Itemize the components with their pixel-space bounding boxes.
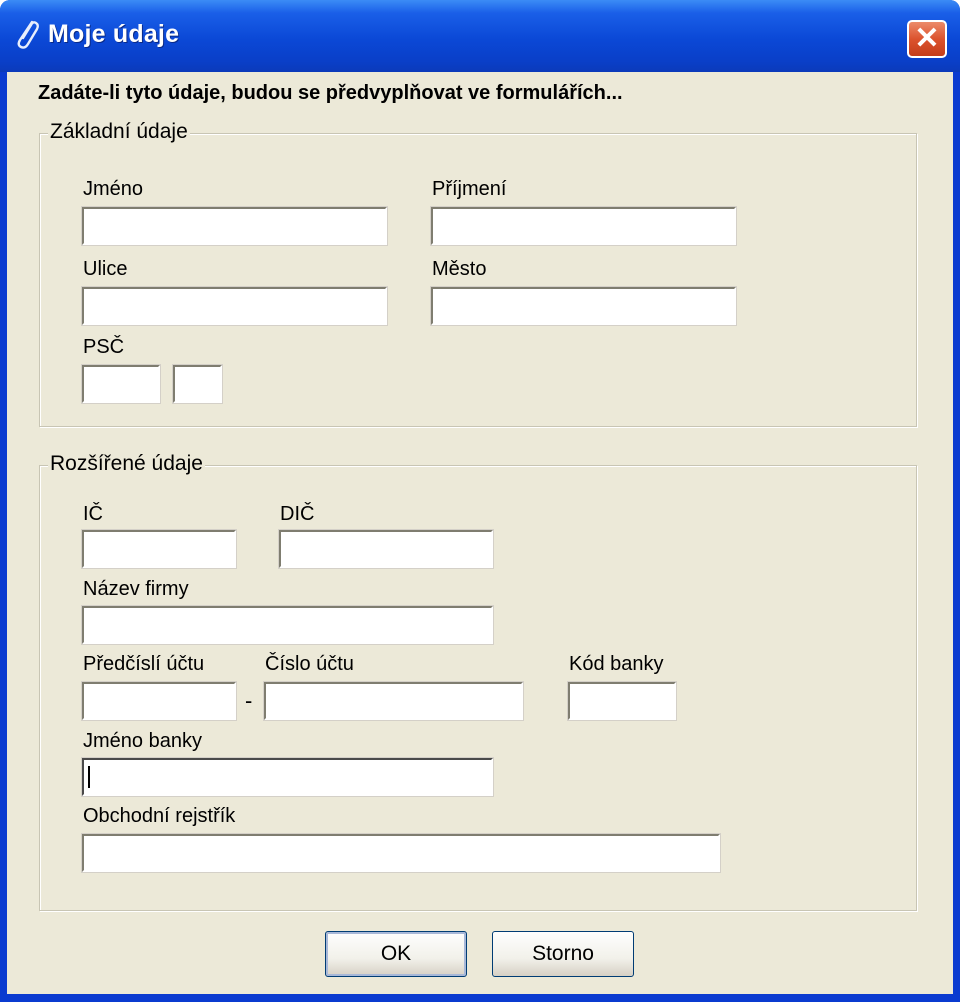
commercial-register-field[interactable] bbox=[82, 834, 720, 872]
zip-field-part2[interactable] bbox=[173, 365, 222, 403]
close-button[interactable]: ✕ bbox=[907, 20, 947, 58]
account-number-field[interactable] bbox=[264, 682, 523, 720]
zip-label: PSČ bbox=[83, 336, 125, 358]
window-title: Moje údaje bbox=[48, 20, 180, 48]
street-field[interactable] bbox=[82, 287, 387, 325]
bank-code-field[interactable] bbox=[568, 682, 676, 720]
dic-label: DIČ bbox=[280, 503, 315, 525]
cancel-button[interactable]: Storno bbox=[492, 931, 634, 977]
commercial-register-label: Obchodní rejstřík bbox=[83, 805, 236, 827]
first-name-field[interactable] bbox=[82, 207, 387, 245]
last-name-field[interactable] bbox=[431, 207, 736, 245]
bank-name-field[interactable] bbox=[82, 758, 493, 796]
account-prefix-field[interactable] bbox=[82, 682, 236, 720]
city-label: Město bbox=[432, 258, 487, 280]
street-label: Ulice bbox=[83, 258, 128, 280]
city-field[interactable] bbox=[431, 287, 736, 325]
bank-name-label: Jméno banky bbox=[83, 730, 202, 752]
text-caret bbox=[88, 766, 90, 788]
window-frame-bottom bbox=[0, 994, 960, 1002]
account-number-label: Číslo účtu bbox=[265, 653, 354, 675]
first-name-label: Jméno bbox=[83, 178, 144, 200]
extended-info-legend: Rozšířené údaje bbox=[50, 452, 203, 475]
zip-field-part1[interactable] bbox=[82, 365, 160, 403]
ic-label: IČ bbox=[83, 503, 103, 525]
title-bar[interactable] bbox=[0, 0, 960, 72]
company-name-field[interactable] bbox=[82, 606, 493, 644]
company-name-label: Název firmy bbox=[83, 578, 189, 600]
account-prefix-label: Předčíslí účtu bbox=[83, 653, 205, 675]
ok-button[interactable]: OK bbox=[325, 931, 467, 977]
last-name-label: Příjmení bbox=[432, 178, 507, 200]
basic-info-legend: Základní údaje bbox=[50, 120, 188, 143]
paperclip-icon bbox=[12, 18, 42, 52]
dialog-client-area bbox=[7, 72, 953, 994]
dic-field[interactable] bbox=[279, 530, 493, 568]
intro-text: Zadáte-li tyto údaje, budou se předvyplňovat ve formulářích... bbox=[38, 82, 623, 104]
ic-field[interactable] bbox=[82, 530, 236, 568]
account-separator: - bbox=[245, 688, 253, 713]
bank-code-label: Kód banky bbox=[569, 653, 664, 675]
